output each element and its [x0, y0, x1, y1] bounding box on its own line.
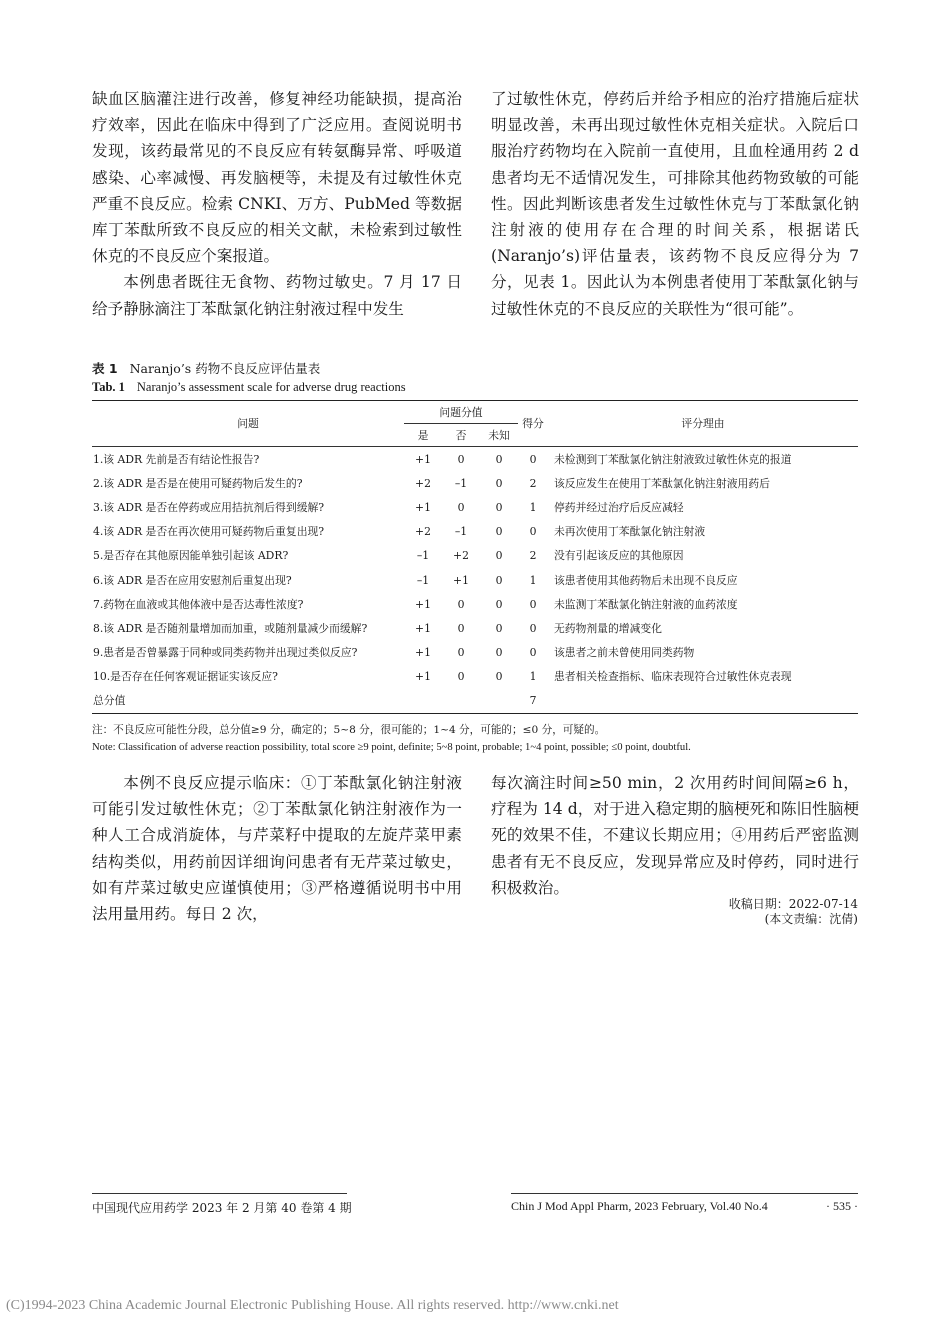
header-score-group: 问题分值: [404, 401, 518, 424]
table-title: Naranjo’s 药物不良反应评估量表: [129, 361, 321, 376]
cell-question: 3.该 ADR 是否在停药或应用拮抗剂后得到缓解?: [93, 500, 325, 514]
cell-no: +1: [453, 573, 469, 587]
header-reason: 评分理由: [681, 417, 725, 430]
cell-question: 4.该 ADR 是否在再次使用可疑药物后重复出现?: [93, 525, 325, 539]
cell-score: 2: [529, 549, 537, 563]
header-yes: 是: [417, 428, 429, 442]
table-row: [92, 447, 858, 472]
footer-journal-cn: 中国现代应用药学 2023 年 2 月第 40 卷第 4 期: [92, 1201, 352, 1215]
table-row: [92, 520, 858, 544]
table-row: [92, 616, 858, 640]
cell-reason: 未再次使用丁苯酞氯化钠注射液: [554, 525, 706, 539]
table-total-row: [92, 689, 858, 714]
cell-unknown: 0: [495, 525, 503, 539]
paragraph: 缺血区脑灌注进行改善，修复神经功能缺损，提高治疗效率，因此在临床中得到了广泛应用。查阅说明书发现，该药最常见的不良反应有转氨酶异常、呼吸道感染、心率减慢、再发脑梗等，未提及有过敏性休克严重不良反应。检索 CNKI、万方、PubMed 等数据库丁苯酞所致不良反应的相关文献，未检索到过敏性休克的不良反应个案报道。: [92, 90, 462, 266]
body-column-right-bottom: [491, 770, 859, 901]
cell-question: 1.该 ADR 先前是否有结论性报告?: [93, 452, 260, 466]
footer-rule-right: [511, 1193, 858, 1194]
cell-no: –1: [454, 525, 468, 539]
cell-yes: +1: [415, 670, 431, 684]
cell-score: 0: [529, 621, 537, 635]
cell-reason: 该反应发生在使用丁苯酞氯化钠注射液用药后: [554, 476, 770, 490]
naranjo-table: [92, 400, 858, 714]
header-unknown: 未知: [488, 428, 510, 442]
cell-yes: +1: [415, 646, 431, 660]
header-question: 问题: [237, 417, 259, 430]
header-no: 否: [455, 428, 467, 442]
cell-yes: +1: [415, 597, 431, 611]
cell-question: 9.患者是否曾暴露于同种或同类药物并出现过类似反应?: [93, 646, 358, 660]
paragraph: 了过敏性休克，停药后并给予相应的治疗措施后症状明显改善，未再出现过敏性休克相关症状。入院后口服治疗药物均在入院前一直使用，且血栓通用药 2 d 患者均无不适情况发生，可排除其他药物致敏的可能性。因此判断该患者发生过敏性休克与丁苯酞氯化钠注射液的使用存在合理的时间关系，根据诺氏(Naranjo’s)评估量表，该药物不良反应得分为 7 分，见表 1。因此认为本例患者使用丁苯酞氯化钠与过敏性休克的不良反应的关联性为“很可能”。: [491, 90, 859, 318]
table-row: [92, 641, 858, 665]
cell-no: 0: [457, 597, 465, 611]
cell-yes: –1: [416, 549, 430, 563]
cell-no: 0: [457, 500, 465, 514]
cell-score: 2: [529, 476, 537, 490]
cell-yes: +1: [415, 621, 431, 635]
paragraph: 每次滴注时间≥50 min，2 次用药时间间隔≥6 h，疗程为 14 d，对于进入稳定期的脑梗死和陈旧性脑梗死的效果不佳，不建议长期应用；④用药后严密监测患者有无不良反应，发现异常应及时停药，同时进行积极救治。: [491, 774, 859, 897]
cell-question: 5.是否存在其他原因能单独引起该 ADR?: [93, 549, 289, 563]
cell-reason: 该患者之前未曾使用同类药物: [554, 646, 695, 660]
cell-yes: +1: [415, 500, 431, 514]
cell-unknown: 0: [495, 452, 503, 466]
cell-reason: 停药并经过治疗后反应减轻: [554, 500, 684, 514]
cell-no: 0: [457, 621, 465, 635]
cell-reason: 未检测到丁苯酞氯化钠注射液致过敏性休克的报道: [554, 452, 792, 466]
table-caption-cn: [92, 360, 320, 377]
cell-question: 2.该 ADR 是否是在使用可疑药物后发生的?: [93, 476, 303, 490]
cell-total-label: 总分值: [93, 694, 126, 708]
cell-reason: 未监测丁苯酞氯化钠注射液的血药浓度: [554, 597, 738, 611]
cell-unknown: 0: [495, 670, 503, 684]
cell-score: 1: [529, 573, 537, 587]
table-note-en: Note: Classification of adverse reaction possibility, total score ≥9 point, definite; 5~8 point, probable; 1~4 point, possible; ≤0 point, doubtful.: [92, 742, 691, 753]
table-title: Naranjo’s assessment scale for adverse drug reactions: [136, 380, 406, 394]
cell-yes: +2: [415, 525, 431, 539]
cell-yes: +2: [415, 476, 431, 490]
table-label: 表 1: [92, 361, 118, 376]
editor-note: (本文责编：沈倩): [764, 912, 858, 926]
cell-unknown: 0: [495, 549, 503, 563]
page-number: · 535 ·: [826, 1199, 858, 1213]
table-row: [92, 665, 858, 689]
table-label: Tab. 1: [92, 380, 125, 394]
footer-rule-left: [92, 1193, 347, 1194]
cell-no: –1: [454, 476, 468, 490]
cell-no: 0: [457, 452, 465, 466]
cell-score: 0: [529, 597, 537, 611]
cell-no: 0: [457, 646, 465, 660]
cell-score: 1: [529, 670, 537, 684]
cell-unknown: 0: [495, 476, 503, 490]
body-column-left-bottom: [92, 770, 462, 927]
cell-yes: –1: [416, 573, 430, 587]
header-score: 得分: [522, 417, 544, 430]
cell-reason: 无药物剂量的增减变化: [554, 621, 662, 635]
copyright-notice: (C)1994-2023 China Academic Journal Electronic Publishing House. All rights reserved. http://www.cnki.net: [6, 1298, 619, 1313]
cell-reason: 该患者使用其他药物后未出现不良反应: [554, 573, 738, 587]
cell-question: 7.药物在血液或其他体液中是否达毒性浓度?: [93, 597, 304, 611]
table-note-cn: 注：不良反应可能性分段，总分值≥9 分，确定的；5~8 分，很可能的；1~4 分，可能的；≤0 分，可疑的。: [92, 724, 606, 736]
cell-unknown: 0: [495, 621, 503, 635]
cell-question: 10.是否存在任何客观证据证实该反应?: [93, 670, 278, 684]
cell-total-score: 7: [529, 694, 537, 708]
paragraph: 本例患者既往无食物、药物过敏史。7 月 17 日给予静脉滴注丁苯酞氯化钠注射液过程中发生: [92, 273, 462, 318]
body-column-left-top: [92, 86, 462, 322]
cell-question: 8.该 ADR 是否随剂量增加而加重，或随剂量减少而缓解?: [93, 621, 368, 635]
cell-reason: 没有引起该反应的其他原因: [554, 549, 684, 563]
cell-reason: 患者相关检查指标、临床表现符合过敏性休克表现: [554, 670, 792, 684]
cell-question: 6.该 ADR 是否在应用安慰剂后重复出现?: [93, 573, 292, 587]
cell-no: +2: [453, 549, 469, 563]
table-row: [92, 495, 858, 519]
paragraph: 本例不良反应提示临床：①丁苯酞氯化钠注射液可能引发过敏性休克；②丁苯酞氯化钠注射液作为一种人工合成消旋体，与芹菜籽中提取的左旋芹菜甲素结构类似，用药前因详细询问患者有无芹菜过敏史，如有芹菜过敏史应谨慎使用；③严格遵循说明书中用法用量用药。每日 2 次，: [92, 774, 462, 924]
cell-unknown: 0: [495, 500, 503, 514]
table-row: [92, 568, 858, 592]
cell-unknown: 0: [495, 597, 503, 611]
table-row: [92, 544, 858, 568]
table-row: [92, 592, 858, 616]
table-caption-en: [92, 379, 406, 396]
cell-unknown: 0: [495, 573, 503, 587]
cell-score: 0: [529, 452, 537, 466]
cell-score: 1: [529, 500, 537, 514]
body-column-right-top: [491, 86, 859, 322]
cell-no: 0: [457, 670, 465, 684]
footer-journal-en: Chin J Mod Appl Pharm, 2023 February, Vol.40 No.4: [511, 1199, 768, 1213]
cell-unknown: 0: [495, 646, 503, 660]
cell-yes: +1: [415, 452, 431, 466]
cell-score: 0: [529, 525, 537, 539]
table-row: [92, 471, 858, 495]
cell-score: 0: [529, 646, 537, 660]
received-date: 收稿日期：2022-07-14: [728, 897, 858, 911]
